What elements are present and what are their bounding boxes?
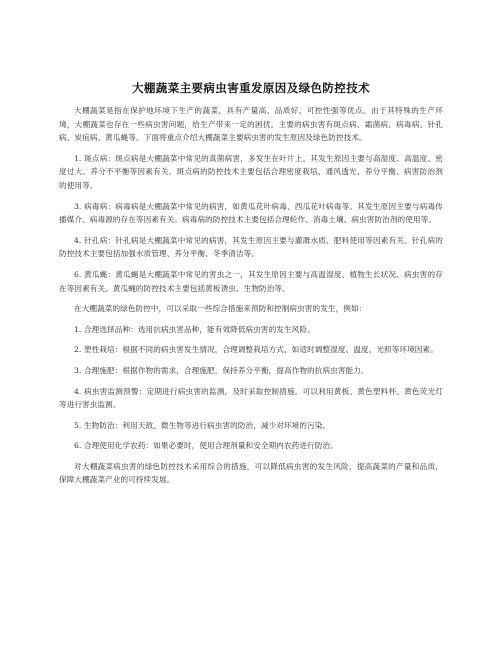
paragraph-measures-intro: 在大棚蔬菜的绿色防控中，可以采取一些综合措施来预防和控制病虫害的发生，例如： bbox=[74, 304, 367, 314]
paragraph-item-6: 6. 黄瓜蝇：黄瓜蝇是大棚蔬菜中常见的害虫之一，其发生原因主要与高温湿度、植物生长状况、病虫害的存在等因素有关。黄瓜蝇的防控技术主要包括黄板诱虫、生物防治等。 bbox=[59, 269, 443, 293]
paragraph-measure-3: 3. 合理施肥：根据作物的需求，合理施肥，保持养分平衡，提高作物的抗病虫害能力。 bbox=[74, 365, 369, 375]
paragraph-intro: 大棚蔬菜是指在保护地环境下生产的蔬菜，具有产量高、品质好、可控性强等优点。由于其特殊的生产环境，大棚蔬菜也存在一些病虫害问题，给生产带来一定的困扰。主要的病虫害有斑点病、霜菌病、病毒病、针孔病、炭疽病、黄瓜蝇等。下面将重点介绍大棚蔬菜主要病虫害的发生原因及绿色防控技术。 bbox=[59, 106, 443, 143]
paragraph-measure-5: 5. 生物防治：利用天敌、微生物等进行病虫害的防治，减少对环境的污染。 bbox=[74, 420, 331, 430]
paragraph-item-3: 3. 病毒病：病毒病是大棚蔬菜中常见的病害，如黄瓜花叶病毒、西瓜花叶病毒等。其发生原因主要与病毒传播媒介、病毒源的存在等因素有关。病毒病的防控技术主要包括合理轮作、消毒土壤、病虫害防治剂的使用等。 bbox=[59, 201, 443, 225]
document-body bbox=[59, 104, 443, 494]
paragraph-measure-1: 1. 合理选择品种：选用抗病虫害品种，能有效降低病虫害的发生风险。 bbox=[74, 324, 315, 334]
paragraph-measure-6: 6. 合理使用化学农药：如果必要时，使用合理剂量和安全期内农药进行防治。 bbox=[74, 441, 338, 451]
paragraph-item-1: 1. 斑点病：斑点病是大棚蔬菜中常见的真菌病害，多发生在叶片上。其发生原因主要与高湿度、高温度、密度过大、养分不平衡等因素有关。斑点病的防控技术主要包括合理密度栽培、通风透光、养分平衡、病害防治剂的使用等。 bbox=[59, 153, 443, 190]
paragraph-measure-4: 4. 病虫害监测预警：定期进行病虫害的监测，及时采取控制措施。可以利用黄板、黄色塑料杯、黄色荧光灯等进行害虫监测。 bbox=[59, 386, 443, 410]
paragraph-conclusion: 对大棚蔬菜病虫害的绿色防控技术采用综合的措施，可以降低病虫害的发生风险，提高蔬菜的产量和品质，保障大棚蔬菜产业的可持续发展。 bbox=[59, 461, 443, 485]
paragraph-measure-2: 2. 塑性栽培：根据不同的病虫害发生情况，合理调整栽培方式，如适时调整湿度、温度、光照等环境因素。 bbox=[74, 345, 438, 355]
document-title: 大棚蔬菜主要病虫害重发原因及绿色防控技术 bbox=[132, 81, 370, 95]
paragraph-item-4: 4. 针孔病：针孔病是大棚蔬菜中常见的病害，其发生原因主要与灌溉水质、肥料使用等因素有关。针孔病的防控技术主要包括加强水质管理、养分平衡、冬季清洁等。 bbox=[59, 235, 443, 259]
